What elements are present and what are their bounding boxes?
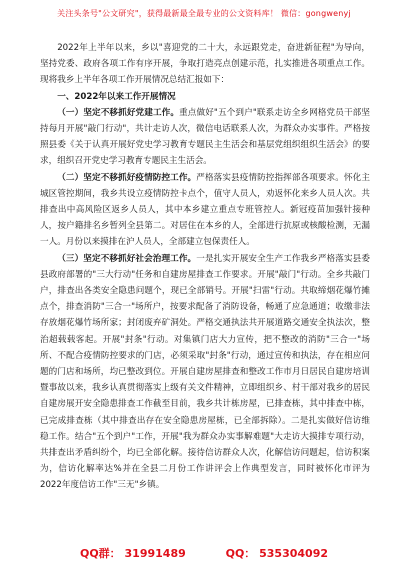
paragraph-epidemic-control bbox=[40, 170, 370, 251]
item-text: 一是扎实开展安全生产工作我乡严格落实县委县政府部署的"三大行动"任务和自建房屋排查工作要求。开展"敲门"行动。全乡共敲门户，排查出各类安全隐患问题个，现已全部销号。开展"扫雷"行动。共取缔烟花爆竹摊点个，排查消防"三合一"场所户，按要求配备了消防设备，畅通了应急通道；收缴非法存放烟花爆竹场所家；封闭废弃矿洞处。严格交通执法共开展道路交通安全执法次，整治超载载客起。开展"封条"行动。对集镇门店大力宣传，把不整改的消防"三合一"场所、不配合疫情防控要求的门店，必须采取"封条"行动，通过宣传和执法，存在相应问题的门店和场所，均已整改到位。开展自建房屋排查和整改工作市月日居民自建房培训暨事故以来，我乡认真贯彻落实上级有关文件精神，立即组织乡、村干部对我乡的居民自建房展开安全隐患排查工作截至目前，我乡共计栋房屋，已排查栋，其中排查中栋，已完成排查栋（其中排查出存在安全隐患房屋栋，已全部拆除）。二是扎实做好信访维稳工作。结合"五个到户"工作，开展"我为群众办实事解难题"大走访大摸排专项行动，共排查出矛盾纠纷个，均已全部化解。接待信访群众人次，化解信访问题起，信访积案为，信访化解率达%并在全县二月份工作讲评会上作典型发言，同时被怀化市评为2022年度信访工作"三无"乡镇。 bbox=[40, 253, 370, 491]
item-text: 重点做好"五个到户"联系走访全乡网格党员干部坚持每月开展"敲门行动"，共计走访人次，微信电话联系人次，为群众办实事件。严格按照县委《关于认真开展好党史学习教育专题民主生活会和基层党组织组织生活会》的要求，组织召开党史学习教育专题民主生活会。 bbox=[40, 107, 370, 167]
item-number: （三） bbox=[57, 253, 84, 264]
item-title: 坚定不移抓好疫情防控工作。 bbox=[83, 172, 197, 183]
qq-number-text: QQ： 535304092 bbox=[225, 547, 329, 560]
item-title: 坚定不移抓好党建工作。 bbox=[83, 107, 180, 118]
item-number: （二） bbox=[57, 172, 84, 183]
paragraph-party-building bbox=[40, 105, 370, 170]
contact-footer bbox=[0, 545, 408, 561]
promo-banner: 关注头条号"公文研究"，获得最新最全最专业的公文资料库！ 微信：gongwenyj bbox=[57, 9, 351, 18]
item-title: 坚定不移抓好社会治理工作。 bbox=[83, 253, 197, 264]
paragraph-social-governance bbox=[40, 251, 370, 494]
section-heading: 一、2022年以来工作开展情况 bbox=[57, 91, 176, 102]
item-text: 严格落实县疫情防控指挥部各项要求。怀化主城区管控期间，我乡共设立疫情防控卡点个，值守人员人，劝返怀化来乡人员人次。共排查出中高风险区返乡人员人，其中本乡建立重点专班管控人。新冠疫苗加强针接种人，按户籍排名乡暂列全县第二。对居住在本乡的人，全部进行抗原或核酸检测，无漏一人。月份以来摸排在沪人员人，全部建立包保责任人。 bbox=[40, 172, 370, 248]
item-number: （一） bbox=[57, 107, 84, 118]
document-body bbox=[40, 40, 370, 494]
qq-group-text: QQ群： 31991489 bbox=[79, 547, 186, 560]
intro-paragraph: 2022年上半年以来，乡以"喜迎党的二十大，永远跟党走，奋进新征程"为导向，坚持党委、政府各项工作有序开展，争取打造亮点创建示范，扎实推进各项重点工作。现将我乡上半年各项工作开展情况总结汇报如下： bbox=[40, 43, 370, 86]
